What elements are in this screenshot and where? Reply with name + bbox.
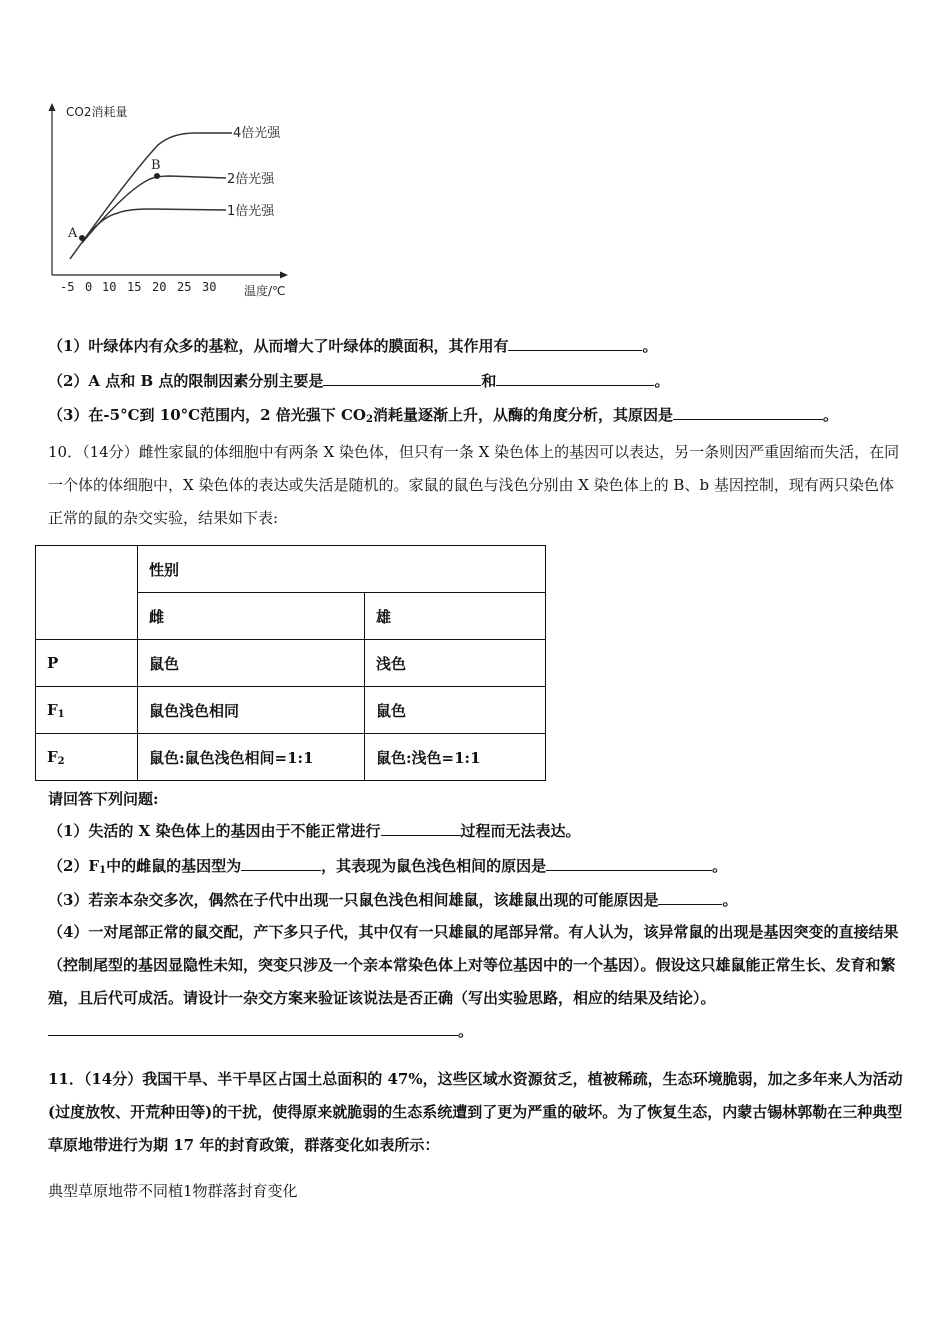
- cross-result-table: [35, 545, 546, 781]
- answer-blank[interactable]: [48, 1021, 458, 1036]
- table-cell-male: 鼠色: [365, 687, 546, 734]
- q9-item-1: （1）叶绿体内有众多的基粒，从而增大了叶绿体的膜面积，其作用有 。: [48, 337, 658, 355]
- point-a-label: A: [68, 226, 78, 241]
- x-tick-label: 10: [102, 280, 117, 294]
- q10-item-2: $(2)F_1$中的雌鼠的基因型为 ，其表现为鼠色浅色相间的原因是 。: [48, 857, 728, 876]
- table-cell-male: 鼠色:浅色=1:1: [365, 734, 546, 781]
- x-tick-label: 20: [152, 280, 167, 294]
- x-tick-label: 25: [177, 280, 192, 294]
- table-header-female: 雌: [138, 593, 365, 640]
- x-tick-label: -5: [60, 280, 75, 294]
- x-tick-label: 15: [127, 280, 142, 294]
- q10-prompt: 请回答下列问题:: [48, 790, 159, 808]
- answer-blank[interactable]: [658, 890, 722, 905]
- q11-table-caption: 典型草原地带不同植1物群落封育变化: [48, 1182, 298, 1200]
- table-header-male: 雄: [365, 593, 546, 640]
- series-label-1x: 1倍光强: [227, 204, 275, 219]
- q10-item-3: （3）若亲本杂交多次，偶然在子代中出现一只鼠色浅色相间雄鼠，该雄鼠出现的可能原因是 。: [48, 891, 738, 909]
- q10-intro: 10．（14分）雌性家鼠的体细胞中有两条 X 染色体，但只有一条 X 染色体上的基因可以表达，另一条则因严重固缩而失活，在同一个体的体细胞中，X 染色体的表达或失活是随机的。家鼠的鼠色与浅色分别由 X 染色体上的 B、b 基因控制，现有两只染色体正常的鼠的杂交实验，结果如下表:: [48, 443, 900, 527]
- q9-item-3: （3）在-5°C到 10°C范围内，2 倍光强下 $CO_2$消耗量逐渐上升，从酶的角度分析，其原因是 。: [48, 406, 838, 425]
- x-tick-label: 0: [85, 280, 93, 294]
- table-cell-male: 浅色: [365, 640, 546, 687]
- table-generation: $F_1$: [36, 687, 138, 734]
- point-b-marker: [154, 173, 160, 179]
- table-generation: $F_2$: [36, 734, 138, 781]
- answer-blank[interactable]: [323, 371, 481, 386]
- series-line-4x: [70, 133, 232, 259]
- q10-item-1: （1）失活的 X 染色体上的基因由于不能正常进行 过程而无法表达。: [48, 822, 581, 840]
- table-row: [36, 640, 546, 687]
- point-b-label: B: [151, 158, 161, 173]
- x-axis-arrow: [280, 272, 288, 279]
- table-corner-cell: [36, 546, 138, 640]
- table-cell-female: 鼠色:鼠色浅色相间=1:1: [138, 734, 365, 781]
- point-a-marker: [79, 235, 85, 241]
- q9-item-2: （2）A 点和 B 点的限制因素分别主要是 和 。: [48, 372, 670, 390]
- table-header-sex: 性别: [138, 546, 546, 593]
- table-generation: P: [36, 640, 138, 687]
- y-axis-label: CO2消耗量: [66, 105, 128, 119]
- x-axis-label: 温度/℃: [244, 284, 286, 298]
- q11-intro: 11．（14分）我国干旱、半干旱区占国土总面积的 47%，这些区域水资源贫乏，植被稀疏，生态环境脆弱，加之多年来人为活动(过度放牧、开荒种田等)的干扰，使得原来就脆弱的生态系统遭到了更为严重的破坏。为了恢复生态，内蒙古锡林郭勒在三种典型草原地带进行为期 17 年的封育政策，群落变化如表所示：: [48, 1070, 903, 1154]
- answer-blank[interactable]: [508, 336, 642, 351]
- series-line-1x: [82, 209, 226, 243]
- series-label-2x: 2倍光强: [227, 172, 275, 187]
- x-tick-label: 30: [202, 280, 217, 294]
- answer-blank[interactable]: [546, 856, 712, 871]
- answer-blank[interactable]: [673, 405, 823, 420]
- answer-blank[interactable]: [241, 856, 321, 871]
- q10-item-4: （4）一对尾部正常的鼠交配，产下多只子代，其中仅有一只雄鼠的尾部异常。有人认为，该异常鼠的出现是基因突变的直接结果（控制尾型的基因显隐性未知，突变只涉及一个亲本常染色体上对等位基因中的一个基因）。假设这只雄鼠能正常生长、发育和繁殖，且后代可成活。请设计一杂交方案来验证该说法是否正确（写出实验思路，相应的结果及结论）。。: [48, 923, 899, 1040]
- answer-blank[interactable]: [496, 371, 654, 386]
- table-cell-female: 鼠色: [138, 640, 365, 687]
- answer-blank[interactable]: [381, 821, 461, 836]
- series-label-4x: 4倍光强: [233, 126, 281, 141]
- table-row: [36, 734, 546, 781]
- co2-temperature-chart: [40, 95, 310, 310]
- table-row: [36, 687, 546, 734]
- table-cell-female: 鼠色浅色相同: [138, 687, 365, 734]
- y-axis-arrow: [49, 103, 56, 111]
